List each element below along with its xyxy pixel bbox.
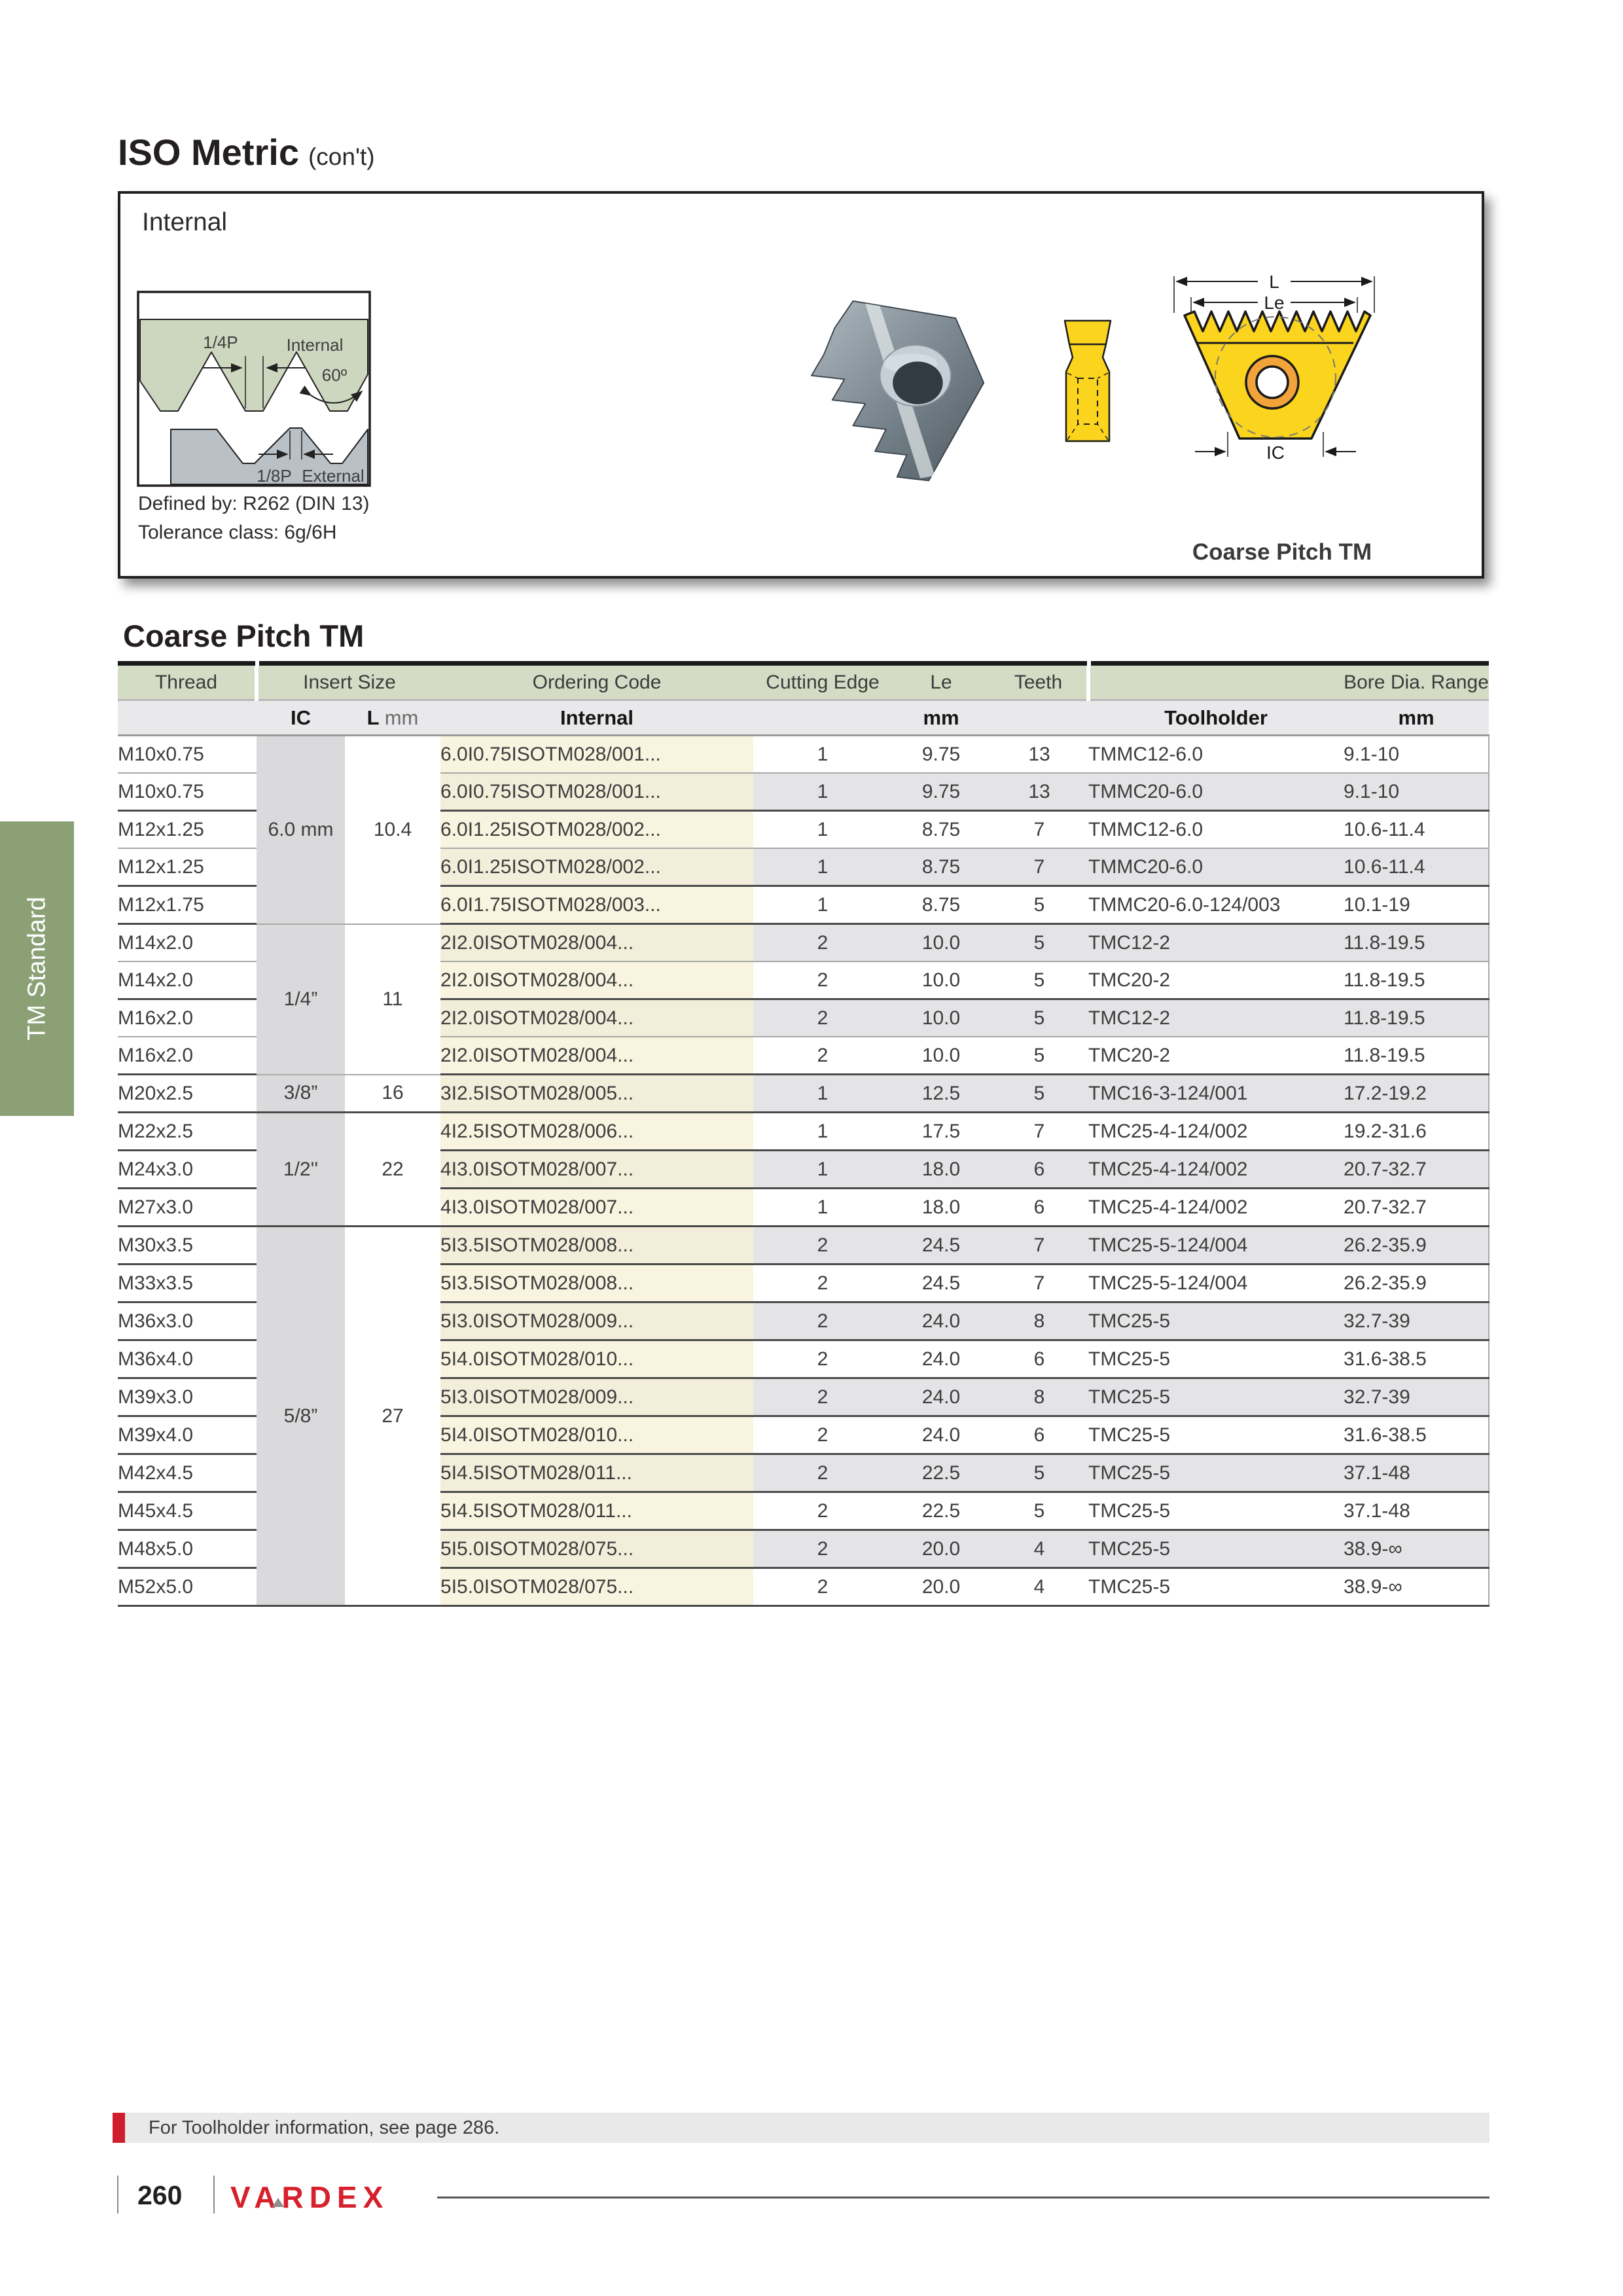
cell-cutting-edge: 2 bbox=[753, 1302, 892, 1340]
cell-bore-range: 9.1-10 bbox=[1344, 773, 1489, 811]
table-header-row-2 bbox=[118, 700, 1489, 736]
angle-label: 60º bbox=[321, 365, 348, 385]
cell-le: 18.0 bbox=[892, 1151, 990, 1189]
cell-ic: 6.0 mm bbox=[257, 736, 345, 924]
cell-cutting-edge: 1 bbox=[753, 811, 892, 849]
cell-cutting-edge: 2 bbox=[753, 1340, 892, 1378]
cell-thread: M12x1.75 bbox=[118, 886, 257, 924]
quarter-pitch-label: 1/4P bbox=[203, 332, 238, 352]
cell-le: 24.0 bbox=[892, 1302, 990, 1340]
cell-thread: M27x3.0 bbox=[118, 1189, 257, 1227]
cell-bore-range: 37.1-48 bbox=[1344, 1454, 1489, 1492]
cell-bore-range: 19.2-31.6 bbox=[1344, 1113, 1489, 1151]
cell-bore-range: 20.7-32.7 bbox=[1344, 1151, 1489, 1189]
cell-thread: M24x3.0 bbox=[118, 1151, 257, 1189]
cell-thread: M10x0.75 bbox=[118, 736, 257, 774]
cell-ordering-code: 4I2.5ISOTM028/006... bbox=[440, 1113, 753, 1151]
table-body bbox=[118, 736, 1489, 1606]
cell-ordering-code: 5I4.0ISOTM028/010... bbox=[440, 1340, 753, 1378]
cell-thread: M14x2.0 bbox=[118, 924, 257, 962]
cell-le: 10.0 bbox=[892, 924, 990, 962]
cell-ordering-code: 5I3.0ISOTM028/009... bbox=[440, 1378, 753, 1416]
cell-toolholder: TMMC20-6.0 bbox=[1088, 848, 1344, 886]
brand-logo-triangle bbox=[272, 2198, 284, 2207]
cell-cutting-edge: 2 bbox=[753, 961, 892, 999]
cell-ordering-code: 6.0I1.25ISOTM028/002... bbox=[440, 811, 753, 849]
cell-thread: M42x4.5 bbox=[118, 1454, 257, 1492]
cell-teeth: 7 bbox=[990, 1113, 1088, 1151]
footer-accent-bar bbox=[113, 2113, 125, 2143]
cell-bore-range: 17.2-19.2 bbox=[1344, 1075, 1489, 1113]
standard-definition bbox=[138, 490, 370, 547]
insert-type-caption: Coarse Pitch TM bbox=[1192, 539, 1372, 565]
header-bore: Bore Dia. Range bbox=[1344, 666, 1489, 700]
page-number: 260 bbox=[137, 2180, 183, 2210]
page-title-suffix: (con't) bbox=[308, 143, 375, 170]
cell-le: 24.0 bbox=[892, 1340, 990, 1378]
header-le: Le bbox=[892, 666, 990, 700]
cell-toolholder: TMC12-2 bbox=[1088, 924, 1344, 962]
cell-toolholder: TMMC20-6.0 bbox=[1088, 773, 1344, 811]
cell-bore-range: 10.6-11.4 bbox=[1344, 811, 1489, 849]
cell-cutting-edge: 1 bbox=[753, 886, 892, 924]
table-row bbox=[118, 1113, 1489, 1151]
cell-ordering-code: 5I3.5ISOTM028/008... bbox=[440, 1227, 753, 1265]
cell-teeth: 5 bbox=[990, 999, 1088, 1037]
cell-thread: M52x5.0 bbox=[118, 1568, 257, 1606]
cell-toolholder: TMC25-5-124/004 bbox=[1088, 1265, 1344, 1302]
cell-toolholder: TMC20-2 bbox=[1088, 961, 1344, 999]
cell-toolholder: TMMC12-6.0 bbox=[1088, 736, 1344, 774]
cell-teeth: 6 bbox=[990, 1416, 1088, 1454]
cell-le: 24.5 bbox=[892, 1227, 990, 1265]
table-row bbox=[118, 736, 1489, 774]
cell-cutting-edge: 1 bbox=[753, 1151, 892, 1189]
header-insert-size: Insert Size bbox=[257, 666, 440, 700]
cell-thread: M39x4.0 bbox=[118, 1416, 257, 1454]
cell-toolholder: TMC25-5 bbox=[1088, 1340, 1344, 1378]
cell-thread: M22x2.5 bbox=[118, 1113, 257, 1151]
subheader-ic: IC bbox=[257, 700, 345, 736]
cell-cutting-edge: 1 bbox=[753, 1075, 892, 1113]
cell-teeth: 6 bbox=[990, 1340, 1088, 1378]
cell-toolholder: TMC25-4-124/002 bbox=[1088, 1151, 1344, 1189]
cell-cutting-edge: 2 bbox=[753, 999, 892, 1037]
table-top-bar bbox=[118, 661, 1489, 666]
cell-teeth: 13 bbox=[990, 736, 1088, 774]
cell-cutting-edge: 2 bbox=[753, 1530, 892, 1568]
cell-le: 9.75 bbox=[892, 773, 990, 811]
cell-ordering-code: 4I3.0ISOTM028/007... bbox=[440, 1151, 753, 1189]
cell-bore-range: 38.9-∞ bbox=[1344, 1530, 1489, 1568]
cell-cutting-edge: 2 bbox=[753, 1037, 892, 1075]
cell-toolholder: TMC12-2 bbox=[1088, 999, 1344, 1037]
cell-toolholder: TMC25-5 bbox=[1088, 1378, 1344, 1416]
cell-bore-range: 31.6-38.5 bbox=[1344, 1340, 1489, 1378]
cell-le: 24.0 bbox=[892, 1416, 990, 1454]
cell-ordering-code: 6.0I1.25ISOTM028/002... bbox=[440, 848, 753, 886]
cell-le: 24.0 bbox=[892, 1378, 990, 1416]
insert-dimension-diagram bbox=[1166, 271, 1382, 471]
dim-L-label: L bbox=[1269, 272, 1279, 292]
cell-bore-range: 26.2-35.9 bbox=[1344, 1265, 1489, 1302]
subheader-blank bbox=[118, 700, 257, 736]
cell-thread: M12x1.25 bbox=[118, 811, 257, 849]
header-thread: Thread bbox=[118, 666, 257, 700]
cell-le: 8.75 bbox=[892, 886, 990, 924]
cell-teeth: 7 bbox=[990, 1227, 1088, 1265]
cell-ordering-code: 5I3.0ISOTM028/009... bbox=[440, 1302, 753, 1340]
header-cutting-edge: Cutting Edge bbox=[753, 666, 892, 700]
cell-toolholder: TMC25-5 bbox=[1088, 1416, 1344, 1454]
eighth-pitch-label: 1/8P bbox=[257, 466, 292, 486]
cell-le: 10.0 bbox=[892, 1037, 990, 1075]
dim-IC-label: IC bbox=[1266, 442, 1285, 463]
cell-ic: 5/8” bbox=[257, 1227, 345, 1606]
cell-cutting-edge: 2 bbox=[753, 1454, 892, 1492]
insert-side-view bbox=[1058, 319, 1118, 444]
cell-ordering-code: 2I2.0ISOTM028/004... bbox=[440, 999, 753, 1037]
cell-ordering-code: 5I4.5ISOTM028/011... bbox=[440, 1454, 753, 1492]
cell-teeth: 5 bbox=[990, 1454, 1088, 1492]
page-title bbox=[118, 131, 375, 173]
cell-teeth: 4 bbox=[990, 1530, 1088, 1568]
cell-le: 12.5 bbox=[892, 1075, 990, 1113]
cell-ordering-code: 4I3.0ISOTM028/007... bbox=[440, 1189, 753, 1227]
page-title-text: ISO Metric bbox=[118, 132, 299, 173]
cell-ordering-code: 6.0I1.75ISOTM028/003... bbox=[440, 886, 753, 924]
cell-ordering-code: 6.0I0.75ISOTM028/001... bbox=[440, 773, 753, 811]
cell-le: 22.5 bbox=[892, 1454, 990, 1492]
subheader-toolholder: Toolholder bbox=[1088, 700, 1344, 736]
cell-ordering-code: 5I5.0ISOTM028/075... bbox=[440, 1568, 753, 1606]
cell-teeth: 5 bbox=[990, 961, 1088, 999]
sidebar-tab-label: TM Standard bbox=[23, 897, 50, 1041]
cell-bore-range: 10.6-11.4 bbox=[1344, 848, 1489, 886]
cell-teeth: 5 bbox=[990, 1037, 1088, 1075]
cell-thread: M48x5.0 bbox=[118, 1530, 257, 1568]
cell-toolholder: TMC25-5 bbox=[1088, 1568, 1344, 1606]
hole-center bbox=[1257, 367, 1288, 398]
footer-rule bbox=[437, 2197, 1489, 2198]
subheader-l: L mm bbox=[345, 700, 440, 736]
cell-cutting-edge: 2 bbox=[753, 1378, 892, 1416]
cell-bore-range: 31.6-38.5 bbox=[1344, 1416, 1489, 1454]
cell-cutting-edge: 2 bbox=[753, 1227, 892, 1265]
cell-ic: 1/4” bbox=[257, 924, 345, 1075]
cell-l: 16 bbox=[345, 1075, 440, 1113]
cell-le: 18.0 bbox=[892, 1189, 990, 1227]
sidebar-tab-tm-standard bbox=[0, 821, 74, 1116]
dim-Le-label: Le bbox=[1264, 293, 1285, 313]
cell-teeth: 13 bbox=[990, 773, 1088, 811]
cell-teeth: 5 bbox=[990, 886, 1088, 924]
cell-bore-range: 11.8-19.5 bbox=[1344, 961, 1489, 999]
insert-hole bbox=[893, 361, 943, 404]
cell-thread: M39x3.0 bbox=[118, 1378, 257, 1416]
cell-toolholder: TMC25-5 bbox=[1088, 1454, 1344, 1492]
cell-ordering-code: 2I2.0ISOTM028/004... bbox=[440, 1037, 753, 1075]
cell-le: 8.75 bbox=[892, 811, 990, 849]
cell-ordering-code: 5I5.0ISOTM028/075... bbox=[440, 1530, 753, 1568]
cell-l: 10.4 bbox=[345, 736, 440, 924]
internal-label: Internal bbox=[286, 335, 344, 355]
cell-toolholder: TMC25-4-124/002 bbox=[1088, 1113, 1344, 1151]
cell-teeth: 7 bbox=[990, 848, 1088, 886]
subheader-blank3 bbox=[990, 700, 1088, 736]
cell-cutting-edge: 2 bbox=[753, 1568, 892, 1606]
subheader-blank2 bbox=[753, 700, 892, 736]
cell-cutting-edge: 1 bbox=[753, 1113, 892, 1151]
cell-bore-range: 32.7-39 bbox=[1344, 1302, 1489, 1340]
table-row bbox=[118, 1075, 1489, 1113]
cell-l: 27 bbox=[345, 1227, 440, 1606]
cell-teeth: 8 bbox=[990, 1302, 1088, 1340]
tolerance-text: Tolerance class: 6g/6H bbox=[138, 522, 337, 543]
cell-teeth: 7 bbox=[990, 1265, 1088, 1302]
cell-bore-range: 10.1-19 bbox=[1344, 886, 1489, 924]
cell-cutting-edge: 1 bbox=[753, 1189, 892, 1227]
subheader-internal: Internal bbox=[440, 700, 753, 736]
defined-by-text: Defined by: R262 (DIN 13) bbox=[138, 493, 370, 514]
cell-cutting-edge: 1 bbox=[753, 848, 892, 886]
cell-thread: M30x3.5 bbox=[118, 1227, 257, 1265]
table-header-row-1 bbox=[118, 666, 1489, 700]
cell-l: 22 bbox=[345, 1113, 440, 1227]
cell-ic: 3/8” bbox=[257, 1075, 345, 1113]
cell-bore-range: 11.8-19.5 bbox=[1344, 999, 1489, 1037]
footer-divider-1 bbox=[117, 2176, 118, 2214]
cell-bore-range: 32.7-39 bbox=[1344, 1378, 1489, 1416]
insert-photo bbox=[775, 295, 995, 489]
cell-toolholder: TMC16-3-124/001 bbox=[1088, 1075, 1344, 1113]
footer-note-text: For Toolholder information, see page 286. bbox=[149, 2117, 500, 2138]
coarse-pitch-table-wrap bbox=[118, 661, 1489, 1607]
cell-cutting-edge: 2 bbox=[753, 1416, 892, 1454]
section-heading: Coarse Pitch TM bbox=[123, 619, 365, 653]
cell-le: 20.0 bbox=[892, 1530, 990, 1568]
cell-cutting-edge: 2 bbox=[753, 1492, 892, 1530]
cell-le: 10.0 bbox=[892, 999, 990, 1037]
cell-toolholder: TMC20-2 bbox=[1088, 1037, 1344, 1075]
cell-le: 8.75 bbox=[892, 848, 990, 886]
cell-teeth: 7 bbox=[990, 811, 1088, 849]
cell-bore-range: 11.8-19.5 bbox=[1344, 924, 1489, 962]
external-label: External bbox=[302, 466, 365, 486]
header-ordering-code: Ordering Code bbox=[440, 666, 753, 700]
cell-cutting-edge: 1 bbox=[753, 736, 892, 774]
cell-bore-range: 38.9-∞ bbox=[1344, 1568, 1489, 1606]
cell-ordering-code: 5I4.5ISOTM028/011... bbox=[440, 1492, 753, 1530]
cell-le: 20.0 bbox=[892, 1568, 990, 1606]
cell-teeth: 5 bbox=[990, 1492, 1088, 1530]
cell-thread: M45x4.5 bbox=[118, 1492, 257, 1530]
cell-teeth: 5 bbox=[990, 1075, 1088, 1113]
cell-bore-range: 20.7-32.7 bbox=[1344, 1189, 1489, 1227]
cell-l: 11 bbox=[345, 924, 440, 1075]
subheader-le-unit: mm bbox=[892, 700, 990, 736]
coarse-pitch-table bbox=[118, 666, 1489, 1607]
cell-thread: M12x1.25 bbox=[118, 848, 257, 886]
cell-bore-range: 9.1-10 bbox=[1344, 736, 1489, 774]
brand-logo: VARDEX bbox=[230, 2180, 389, 2214]
cell-ordering-code: 5I4.0ISOTM028/010... bbox=[440, 1416, 753, 1454]
table-row bbox=[118, 924, 1489, 962]
cell-thread: M36x4.0 bbox=[118, 1340, 257, 1378]
footer-divider-2 bbox=[213, 2176, 215, 2214]
cell-thread: M10x0.75 bbox=[118, 773, 257, 811]
cell-ic: 1/2'' bbox=[257, 1113, 345, 1227]
cell-teeth: 5 bbox=[990, 924, 1088, 962]
cell-toolholder: TMC25-5-124/004 bbox=[1088, 1227, 1344, 1265]
cell-toolholder: TMC25-5 bbox=[1088, 1530, 1344, 1568]
table-row bbox=[118, 1227, 1489, 1265]
thread-profile-diagram bbox=[137, 291, 371, 487]
cell-thread: M16x2.0 bbox=[118, 999, 257, 1037]
cell-le: 24.5 bbox=[892, 1265, 990, 1302]
header-toolholder-spacer bbox=[1088, 666, 1344, 700]
cell-bore-range: 26.2-35.9 bbox=[1344, 1227, 1489, 1265]
cell-le: 9.75 bbox=[892, 736, 990, 774]
internal-box-title: Internal bbox=[142, 208, 228, 236]
cell-bore-range: 37.1-48 bbox=[1344, 1492, 1489, 1530]
cell-ordering-code: 6.0I0.75ISOTM028/001... bbox=[440, 736, 753, 774]
subheader-bore-unit: mm bbox=[1344, 700, 1489, 736]
cell-thread: M36x3.0 bbox=[118, 1302, 257, 1340]
side-view-body bbox=[1065, 321, 1111, 441]
cell-le: 17.5 bbox=[892, 1113, 990, 1151]
cell-ordering-code: 2I2.0ISOTM028/004... bbox=[440, 924, 753, 962]
cell-ordering-code: 5I3.5ISOTM028/008... bbox=[440, 1265, 753, 1302]
internal-section-box bbox=[118, 191, 1484, 579]
cell-toolholder: TMMC20-6.0-124/003 bbox=[1088, 886, 1344, 924]
cell-toolholder: TMMC12-6.0 bbox=[1088, 811, 1344, 849]
cell-teeth: 6 bbox=[990, 1151, 1088, 1189]
footer-note-bar bbox=[125, 2113, 1489, 2143]
cell-toolholder: TMC25-5 bbox=[1088, 1492, 1344, 1530]
cell-ordering-code: 2I2.0ISOTM028/004... bbox=[440, 961, 753, 999]
cell-teeth: 8 bbox=[990, 1378, 1088, 1416]
cell-teeth: 6 bbox=[990, 1189, 1088, 1227]
cell-toolholder: TMC25-4-124/002 bbox=[1088, 1189, 1344, 1227]
cell-thread: M33x3.5 bbox=[118, 1265, 257, 1302]
cell-cutting-edge: 2 bbox=[753, 924, 892, 962]
cell-le: 22.5 bbox=[892, 1492, 990, 1530]
cell-thread: M20x2.5 bbox=[118, 1075, 257, 1113]
header-teeth: Teeth bbox=[990, 666, 1088, 700]
cell-thread: M14x2.0 bbox=[118, 961, 257, 999]
cell-teeth: 4 bbox=[990, 1568, 1088, 1606]
cell-cutting-edge: 2 bbox=[753, 1265, 892, 1302]
cell-ordering-code: 3I2.5ISOTM028/005... bbox=[440, 1075, 753, 1113]
cell-toolholder: TMC25-5 bbox=[1088, 1302, 1344, 1340]
cell-cutting-edge: 1 bbox=[753, 773, 892, 811]
cell-bore-range: 11.8-19.5 bbox=[1344, 1037, 1489, 1075]
cell-thread: M16x2.0 bbox=[118, 1037, 257, 1075]
cell-le: 10.0 bbox=[892, 961, 990, 999]
